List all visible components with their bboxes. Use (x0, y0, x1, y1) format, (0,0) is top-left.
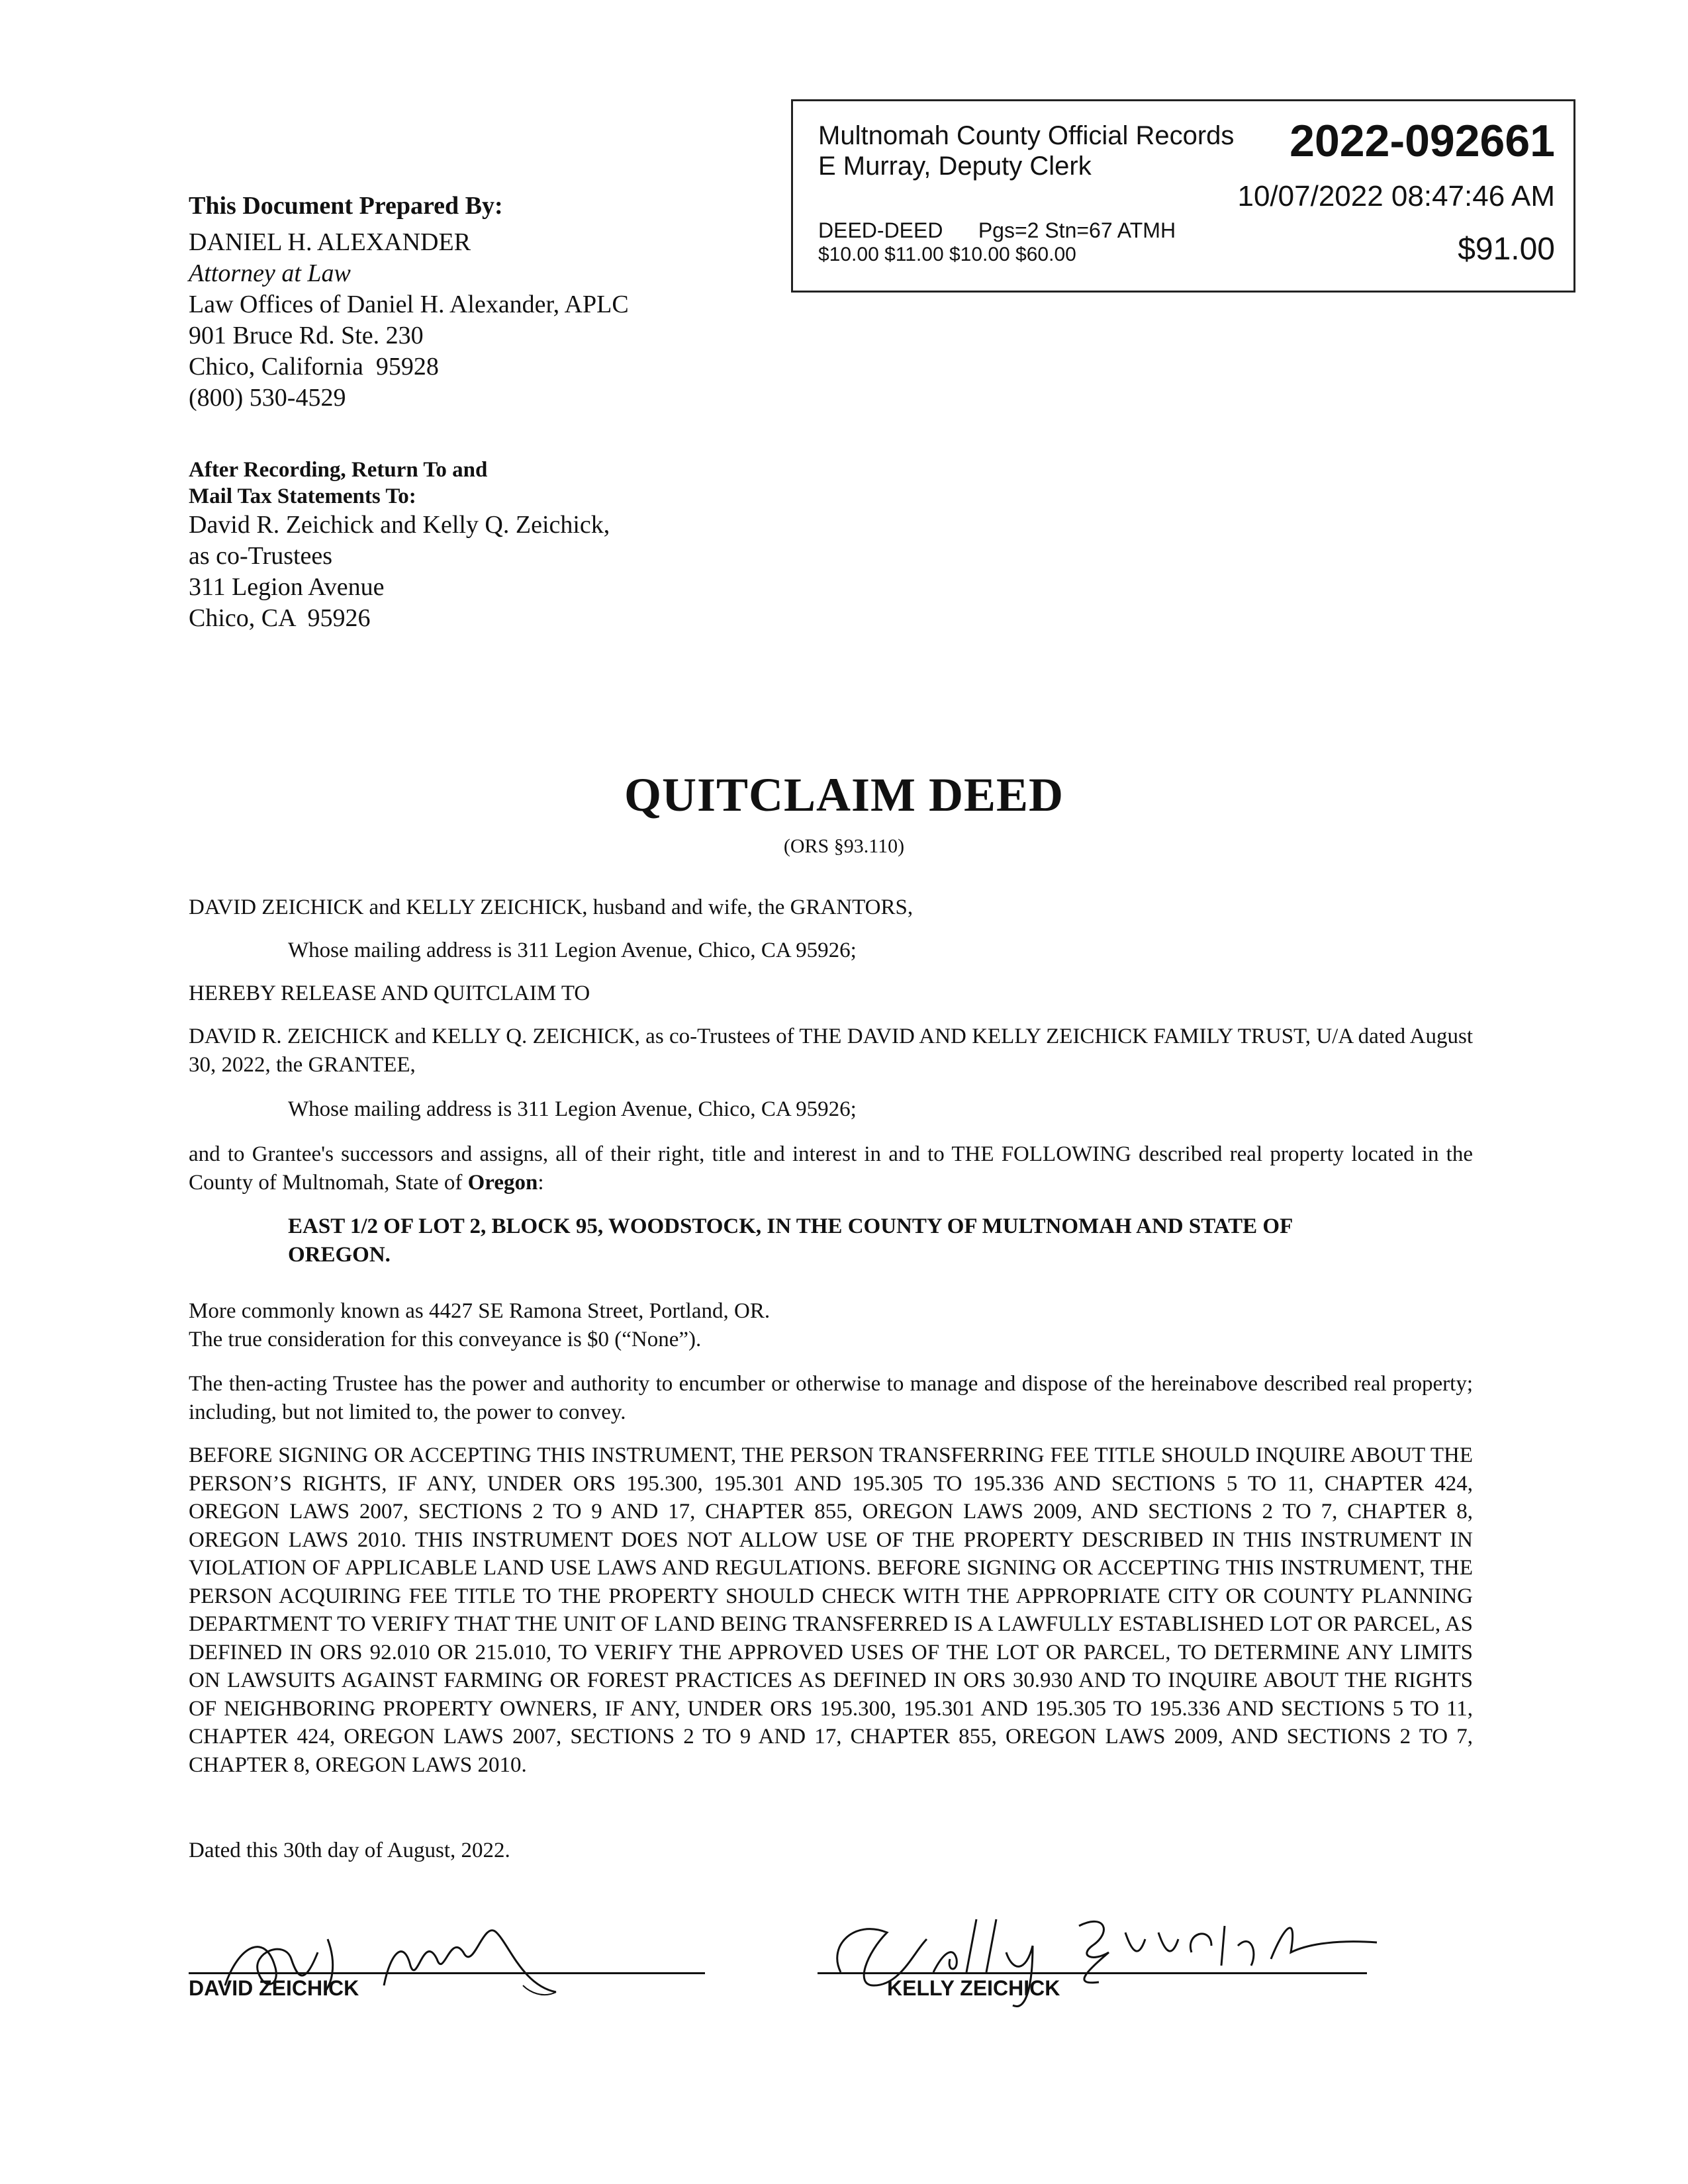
preparer-phone: (800) 530-4529 (189, 384, 346, 412)
stamp-fees: $10.00 $11.00 $10.00 $60.00 (818, 244, 1076, 265)
grantee-address: Whose mailing address is 311 Legion Avenue, Chico, CA 95926; (288, 1097, 857, 1121)
conveyance-text: and to Grantee's successors and assigns, all of their right, title and interest in and to THE FOLLOWING described real property located in the County of Multnomah, State of (189, 1142, 1473, 1195)
david-signature-name: DAVID ZEICHICK (189, 1976, 359, 2000)
kelly-signature-line (818, 1972, 1367, 1974)
preparer-address2: Chico, California 95928 (189, 353, 439, 381)
statutory-notice: BEFORE SIGNING OR ACCEPTING THIS INSTRUMENT, THE PERSON TRANSFERRING FEE TITLE SHOULD INQUIRE ABOUT THE PERSON’S RIGHTS, IF ANY, UNDER ORS 195.300, 195.301 AND 195.305 TO 195.336 AND SECTIONS 5 TO 11, CHAPTER 424, OREGON LAWS 2007, SECTIONS 2 TO 9 AND 17, CHAPTER 855, OREGON LAWS 2009, AND SECTIONS 2 TO 7, CHAPTER 8, OREGON LAWS 2010. THIS INSTRUMENT DOES NOT ALLOW USE OF THE PROPERTY DESCRIBED IN THIS INSTRUMENT IN VIOLATION OF APPLICABLE LAND USE LAWS AND REGULATIONS. BEFORE SIGNING OR ACCEPTING THIS INSTRUMENT, THE PERSON ACQUIRING FEE TITLE TO THE PROPERTY SHOULD CHECK WITH THE APPROPRIATE CITY OR COUNTY PLANNING DEPARTMENT TO VERIFY THAT THE UNIT OF LAND BEING TRANSFERRED IS A LAWFULLY ESTABLISHED LOT OR PARCEL, AS DEFINED IN ORS 92.010 OR 215.010, TO VERIFY THE APPROVED USES OF THE LOT OR PARCEL, TO DETERMINE ANY LIMITS ON LAWSUITS AGAINST FARMING OR FOREST PRACTICES AS DEFINED IN ORS 30.930 AND TO INQUIRE ABOUT THE RIGHTS OF NEIGHBORING PROPERTY OWNERS, IF ANY, UNDER ORS 195.300, 195.301 AND 195.305 TO 195.336 AND SECTIONS 5 TO 11, CHAPTER 424, OREGON LAWS 2007, SECTIONS 2 TO 9 AND 17, CHAPTER 855, OREGON LAWS 2009, AND SECTIONS 2 TO 7, CHAPTER 8, OREGON LAWS 2010. (189, 1443, 1473, 1777)
return-to-line4: Chico, CA 95926 (189, 604, 371, 632)
consideration: The true consideration for this conveyance is $0 (“None”). (189, 1328, 702, 1351)
trustee-power-paragraph: The then-acting Trustee has the power and authority to encumber or otherwise to manage and dispose of the hereinabove described real property; including, but not limited to, the power to convey. (189, 1372, 1473, 1424)
preparer-address1: 901 Bruce Rd. Ste. 230 (189, 322, 424, 349)
prepared-by-header: This Document Prepared By: (189, 192, 503, 220)
recording-stamp (791, 99, 1575, 293)
known-as: More commonly known as 4427 SE Ramona Street, Portland, OR. (189, 1299, 771, 1323)
david-signature-line (189, 1972, 705, 1974)
stamp-county: Multnomah County Official Records (818, 121, 1235, 150)
conveyance-paragraph (189, 1140, 1473, 1197)
return-to-header1: After Recording, Return To and (189, 458, 488, 482)
conveyance-state: Oregon (467, 1171, 538, 1195)
return-to-line2: as co-Trustees (189, 542, 333, 570)
prepared-by-block (189, 191, 784, 414)
document-subtitle: (ORS §93.110) (783, 835, 905, 857)
release-clause: HEREBY RELEASE AND QUITCLAIM TO (189, 981, 590, 1005)
kelly-signature-name: KELLY ZEICHICK (887, 1976, 1060, 2000)
stamp-doc-type: DEED-DEED Pgs=2 Stn=67 ATMH (818, 218, 1176, 242)
return-to-line1: David R. Zeichick and Kelly Q. Zeichick, (189, 511, 610, 539)
return-to-header2: Mail Tax Statements To: (189, 484, 416, 508)
stamp-record-number: 2022-092661 (1289, 116, 1555, 166)
return-to-line3: 311 Legion Avenue (189, 573, 385, 601)
legal-description: EAST 1/2 OF LOT 2, BLOCK 95, WOODSTOCK, IN THE COUNTY OF MULTNOMAH AND STATE OF OREGON. (288, 1214, 1293, 1267)
grantor-address: Whose mailing address is 311 Legion Avenue, Chico, CA 95926; (288, 938, 857, 962)
grantee-paragraph: DAVID R. ZEICHICK and KELLY Q. ZEICHICK, as co-Trustees of THE DAVID AND KELLY ZEICHICK FAMILY TRUST, U/A dated August 30, 2022, the GRANTEE, (189, 1024, 1473, 1077)
dated-line: Dated this 30th day of August, 2022. (189, 1839, 510, 1862)
preparer-firm: Law Offices of Daniel H. Alexander, APLC (189, 291, 629, 318)
document-title: QUITCLAIM DEED (624, 768, 1064, 821)
stamp-total: $91.00 (1458, 232, 1555, 267)
return-to-block (189, 457, 851, 634)
grantors-paragraph: DAVID ZEICHICK and KELLY ZEICHICK, husband and wife, the GRANTORS, (189, 895, 914, 919)
preparer-role: Attorney at Law (189, 259, 351, 287)
preparer-name: DANIEL H. ALEXANDER (189, 228, 471, 256)
stamp-datetime: 10/07/2022 08:47:46 AM (1237, 180, 1555, 212)
stamp-clerk: E Murray, Deputy Clerk (818, 152, 1092, 181)
conveyance-end: : (538, 1171, 544, 1195)
